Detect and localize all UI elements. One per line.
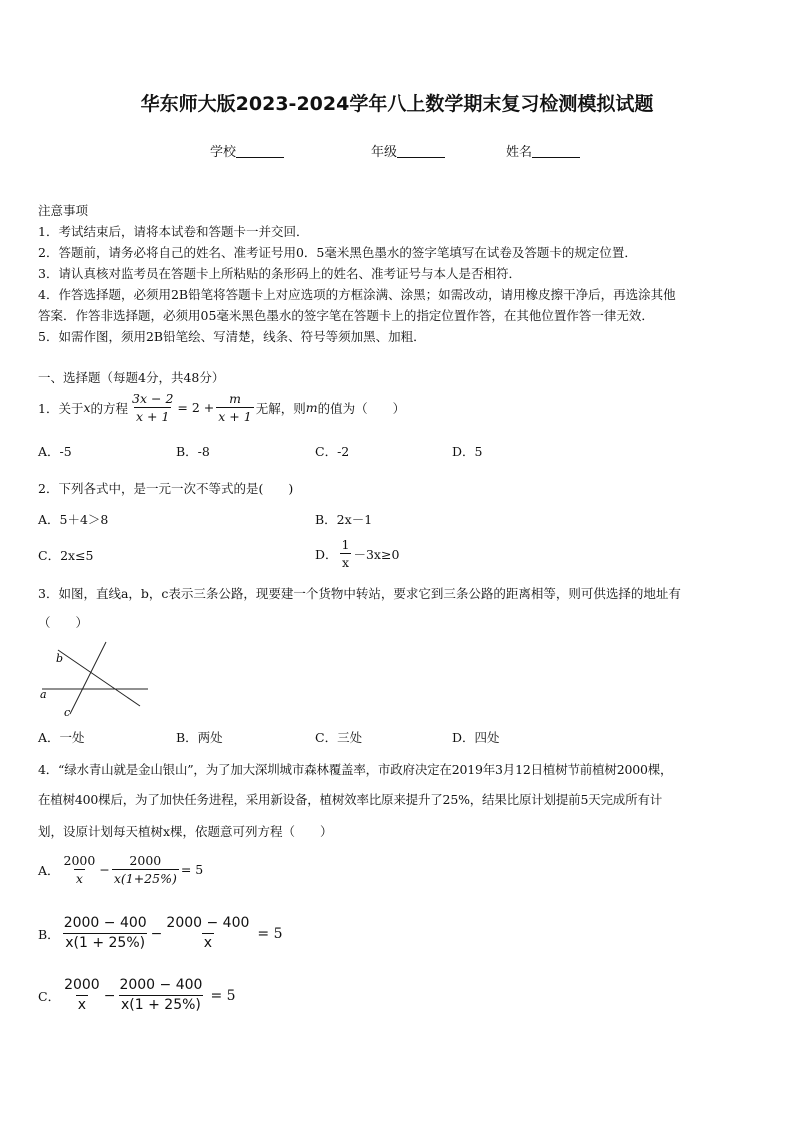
q2-d-denominator: x <box>341 555 350 570</box>
notice-item: 答案．作答非选择题，必须用05毫米黑色墨水的签字笔在答题卡上的指定位置作答，在其他位置作答一律无效． <box>38 308 654 323</box>
question-2: 2．下列各式中，是一元一次不等式的是( ) <box>38 481 294 496</box>
label-b: b <box>56 652 64 665</box>
notice-item: 2．答题前，请务必将自己的姓名、准考证号用0．5毫米黑色墨水的签字笔填写在试卷及答题卡的规定位置． <box>38 245 637 260</box>
q2-option-b[interactable]: B．2x－1 <box>315 512 373 527</box>
q3-option-b[interactable]: B．两处 <box>176 730 223 745</box>
q4-c-num-2: 2000 − 400 <box>119 977 203 993</box>
q3-option-d[interactable]: D．四处 <box>452 730 500 745</box>
q4-c-den-1: x <box>77 997 87 1013</box>
q1-var-x: x <box>83 400 91 415</box>
school-label: 学校 <box>210 145 237 160</box>
q2-d-fraction <box>340 536 352 571</box>
q1-mid: 的方程 <box>90 400 129 416</box>
q4-a-fraction-2 <box>112 852 179 887</box>
q4-c-fraction-2 <box>117 976 204 1015</box>
question-4-line-3: 划，设原计划每天植树x棵，依题意可列方程（ ） <box>38 824 333 839</box>
q4-c-op: − <box>103 987 116 1004</box>
q4-a-num-1: 2000 <box>63 853 96 868</box>
q1-frac1-denominator: x + 1 <box>136 409 170 424</box>
q1-frac2-denominator: x + 1 <box>218 409 252 424</box>
q2-option-a[interactable]: A．5＋4＞8 <box>38 512 109 527</box>
notice-heading: 注意事项 <box>38 203 89 218</box>
roads-figure <box>36 638 156 720</box>
notice-item: 4．作答选择题，必须用2B铅笔将答题卡上对应选项的方框涂满、涂黑；如需改动，请用橡皮擦干净后，再选涂其他 <box>38 287 676 302</box>
line-b <box>58 650 140 706</box>
question-4-line-2: 在植树400棵后，为了加快任务进程，采用新设备，植树效率比原来提升了25%，结果比原计划提前5天完成所有计 <box>38 792 662 807</box>
line-c <box>70 642 106 714</box>
q4-option-c[interactable] <box>38 976 236 1015</box>
q1-frac2-numerator: m <box>229 391 241 406</box>
notice-item: 3．请认真核对监考员在答题卡上所粘贴的条形码上的姓名、准考证号与本人是否相符． <box>38 266 521 281</box>
q4-a-num-2: 2000 <box>129 853 162 868</box>
grade-field <box>371 141 445 160</box>
q4-c-rhs: = 5 <box>210 987 236 1004</box>
question-4-line-1: 4．“绿水青山就是金山银山”，为了加大深圳城市森林覆盖率，市政府决定在2019年3月12日植树节前植树2000棵， <box>38 762 673 777</box>
q2-d-numerator: 1 <box>341 537 350 552</box>
q4-b-num-1: 2000 − 400 <box>63 915 147 931</box>
q2-option-c[interactable]: C．2x≤5 <box>38 548 94 563</box>
q4-option-b[interactable] <box>38 914 282 953</box>
q4-b-den-1: x(1 + 25%) <box>65 935 146 951</box>
q4-c-fraction-1 <box>62 976 102 1015</box>
q4-a-fraction-1 <box>62 852 98 887</box>
q1-suffix-a: 无解，则 <box>255 400 306 416</box>
q4-b-den-2: x <box>203 935 213 951</box>
q1-option-a[interactable]: A．-5 <box>38 444 72 459</box>
q1-option-c[interactable]: C．-2 <box>315 444 350 459</box>
q1-option-d[interactable]: D．5 <box>452 444 483 459</box>
q1-fraction-1 <box>130 390 175 425</box>
q1-option-b[interactable]: B．-8 <box>176 444 210 459</box>
school-field <box>210 141 284 160</box>
q4-b-op: − <box>150 925 163 942</box>
grade-blank[interactable] <box>397 145 445 158</box>
section-heading: 一、选择题（每题4分，共48分） <box>38 370 225 385</box>
q1-prefix: 1．关于 <box>38 400 84 416</box>
name-blank[interactable] <box>532 145 580 158</box>
q1-frac1-numerator: 3x − 2 <box>132 391 174 406</box>
q1-fraction-2 <box>216 390 253 425</box>
q3-option-c[interactable]: C．三处 <box>315 730 363 745</box>
name-label: 姓名 <box>506 145 533 160</box>
label-c: c <box>64 706 71 719</box>
q4-a-rhs: = 5 <box>180 862 204 877</box>
q1-var-m: m <box>305 400 318 415</box>
question-1 <box>38 390 405 425</box>
q4-b-fraction-1 <box>62 914 149 953</box>
q1-equals: = 2 + <box>177 400 215 415</box>
q4-c-num-1: 2000 <box>64 977 100 993</box>
q4-option-a[interactable] <box>38 852 203 887</box>
notice-item: 1．考试结束后，请将本试卷和答题卡一并交回． <box>38 224 309 239</box>
label-a: a <box>40 688 47 701</box>
q4-a-den-2: x(1+25%) <box>113 871 177 886</box>
notice-item: 5．如需作图，须用2B铅笔绘、写清楚，线条、符号等须加黑、加粗． <box>38 329 426 344</box>
question-3-line-2: （ ） <box>38 615 89 630</box>
q4-b-num-2: 2000 − 400 <box>166 915 250 931</box>
q4-c-den-2: x(1 + 25%) <box>121 997 201 1013</box>
q3-option-a[interactable]: A．一处 <box>38 730 85 745</box>
q4-b-label: B． <box>38 926 60 942</box>
page-title: 华东师大版2023-2024学年八上数学期末复习检测模拟试题 <box>140 93 654 115</box>
question-3-line-1: 3．如图，直线a，b，c表示三条公路，现要建一个货物中转站，要求它到三条公路的距离相等，则可供选择的地址有 <box>38 586 681 601</box>
q4-a-den-1: x <box>75 871 83 886</box>
grade-label: 年级 <box>371 145 398 160</box>
q4-a-label: A． <box>38 862 60 878</box>
q4-b-fraction-2 <box>164 914 251 953</box>
notice-block <box>38 200 676 347</box>
q2-d-rest: －3x≥0 <box>353 546 400 562</box>
q4-c-label: C． <box>38 988 61 1004</box>
q1-suffix-b: 的值为（ ） <box>317 400 406 416</box>
q4-b-rhs: = 5 <box>257 925 283 942</box>
q2-d-label: D． <box>315 546 338 562</box>
q4-a-op: − <box>99 862 110 877</box>
name-field <box>506 141 580 160</box>
q2-option-d[interactable] <box>315 536 399 571</box>
school-blank[interactable] <box>236 145 284 158</box>
